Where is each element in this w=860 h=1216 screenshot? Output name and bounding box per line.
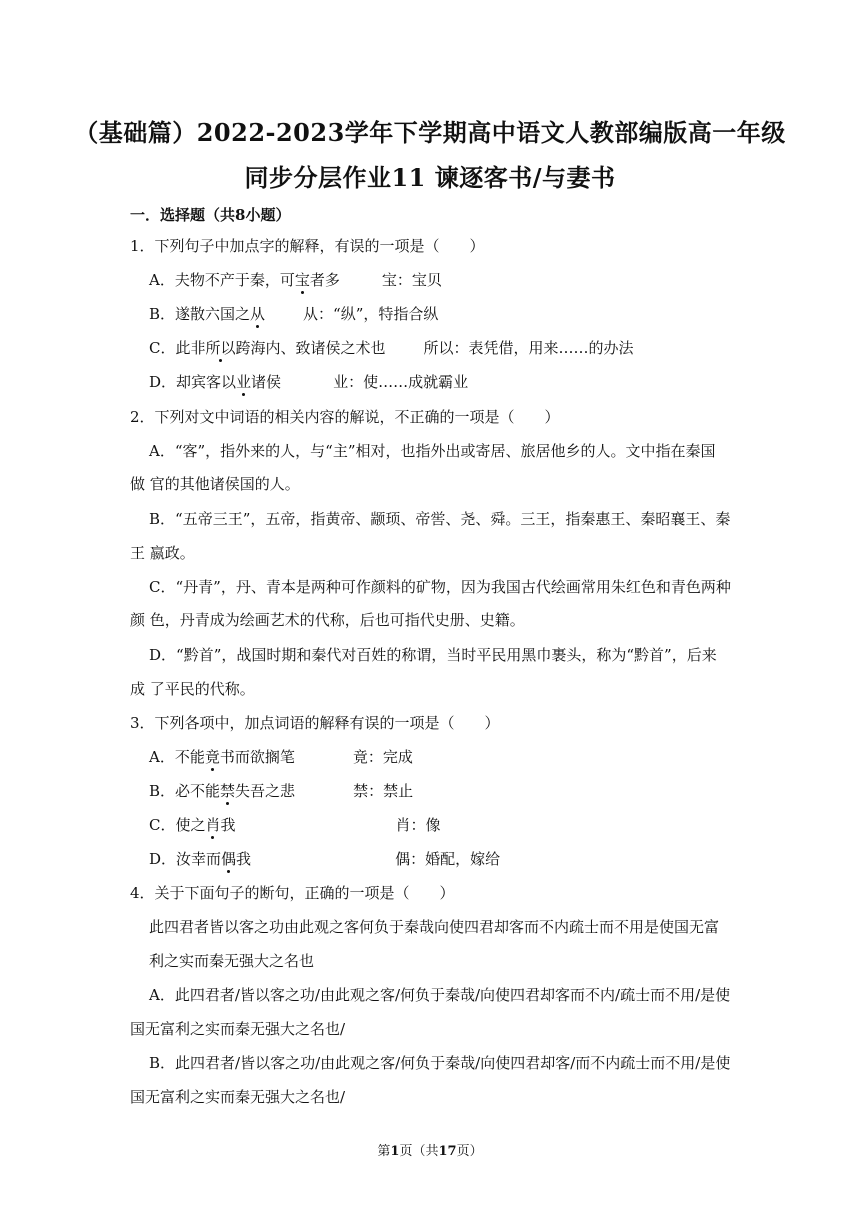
q2-stem: 2．下列对文中词语的相关内容的解说，不正确的一项是（ ）	[130, 408, 560, 426]
dotted-char: 宝	[294, 271, 310, 289]
q2-option-d-line1: D．“黔首”，战国时期和秦代对百姓的称谓，当时平民用黑巾裹头，称为“黔首”，后来	[149, 646, 717, 664]
dotted-char: 从	[250, 305, 266, 323]
section-heading: 一．选择题（共8小题）	[130, 206, 291, 224]
dotted-char: 肖	[205, 816, 221, 834]
q2-option-b-line2: 王 嬴政。	[130, 544, 195, 562]
q4-option-a-line2: 国无富利之实而秦无强大之名也/	[130, 1020, 346, 1038]
q4-text-line2: 利之实而秦无强大之名也	[149, 952, 315, 970]
q1-option-b: B．遂散六国之从 从：“纵”，特指合纵	[149, 305, 439, 323]
gloss: 偶：婚配，嫁给	[395, 850, 501, 868]
q4-option-b-line2: 国无富利之实而秦无强大之名也/	[130, 1088, 346, 1106]
q1-stem: 1．下列句子中加点字的解释，有误的一项是（ ）	[130, 237, 485, 255]
page-footer: 第1页（共17页）	[377, 1144, 483, 1159]
q2-option-a-line2: 做 官的其他诸侯国的人。	[130, 475, 300, 493]
q3-stem: 3．下列各项中，加点词语的解释有误的一项是（ ）	[130, 714, 500, 732]
q2-option-a-line1: A．“客”，指外来的人，与“主”相对，也指外出或寄居、旅居他乡的人。文中指在秦国	[149, 442, 716, 460]
q4-option-b-line1: B．此四君者/皆以客之功/由此观之客/何负于秦哉/向使四君却客/而不内疏士而不用/是使	[149, 1054, 731, 1072]
dotted-char: 所以	[205, 339, 236, 357]
gloss: 从：“纵”，特指合纵	[303, 305, 439, 323]
q3-option-a: A．不能竟书而欲搁笔 竟：完成	[149, 748, 413, 766]
q3-option-b: B．必不能禁失吾之悲 禁：禁止	[149, 782, 414, 800]
page-number: 1	[390, 1144, 400, 1159]
gloss: 业：使……成就霸业	[333, 373, 469, 391]
gloss: 禁：禁止	[353, 782, 414, 800]
q1-option-a: A．夫物不产于秦，可宝者多 宝：宝贝	[149, 271, 442, 289]
q1-option-c: C．此非所以跨海内、致诸侯之术也 所以：表凭借，用来……的办法	[149, 339, 634, 357]
gloss: 竟：完成	[352, 748, 413, 766]
q4-text-line1: 此四君者皆以客之功由此观之客何负于秦哉向使四君却客而不内疏士而不用是使国无富	[149, 918, 720, 936]
q1-option-d: D．却宾客以业诸侯 业：使……成就霸业	[149, 373, 469, 391]
title-line-2: 同步分层作业11 谏逐客书/与妻书	[244, 163, 616, 192]
q2-option-d-line2: 成 了平民的代称。	[130, 680, 255, 698]
q4-option-a-line1: A．此四君者/皆以客之功/由此观之客/何负于秦哉/向使四君却客而不内/疏士而不用/是使	[149, 986, 731, 1004]
gloss: 肖：像	[395, 816, 441, 834]
q2-option-c-line2: 颜 色，丹青成为绘画艺术的代称，后也可指代史册、史籍。	[130, 611, 525, 629]
q2-option-c-line1: C．“丹青”，丹、青本是两种可作颜料的矿物，因为我国古代绘画常用朱红色和青色两种	[149, 578, 731, 596]
dotted-char: 禁	[220, 782, 236, 800]
dotted-char: 业	[236, 373, 252, 391]
gloss: 所以：表凭借，用来……的办法	[423, 339, 634, 357]
q4-stem: 4．关于下面句子的断句，正确的一项是（ ）	[130, 884, 455, 902]
total-pages: 17	[438, 1144, 457, 1159]
dotted-char: 偶	[221, 850, 237, 868]
q3-option-c: C．使之肖我 肖：像	[149, 816, 441, 834]
q2-option-b-line1: B．“五帝三王”，五帝，指黄帝、颛顼、帝喾、尧、舜。三王，指秦惠王、秦昭襄王、秦	[149, 510, 731, 528]
dotted-char: 竟	[204, 748, 220, 766]
title-line-1: （基础篇）2022-2023学年下学期高中语文人教部编版高一年级	[74, 118, 786, 147]
q3-option-d: D．汝幸而偶我 偶：婚配，嫁给	[149, 850, 501, 868]
gloss: 宝：宝贝	[381, 271, 442, 289]
